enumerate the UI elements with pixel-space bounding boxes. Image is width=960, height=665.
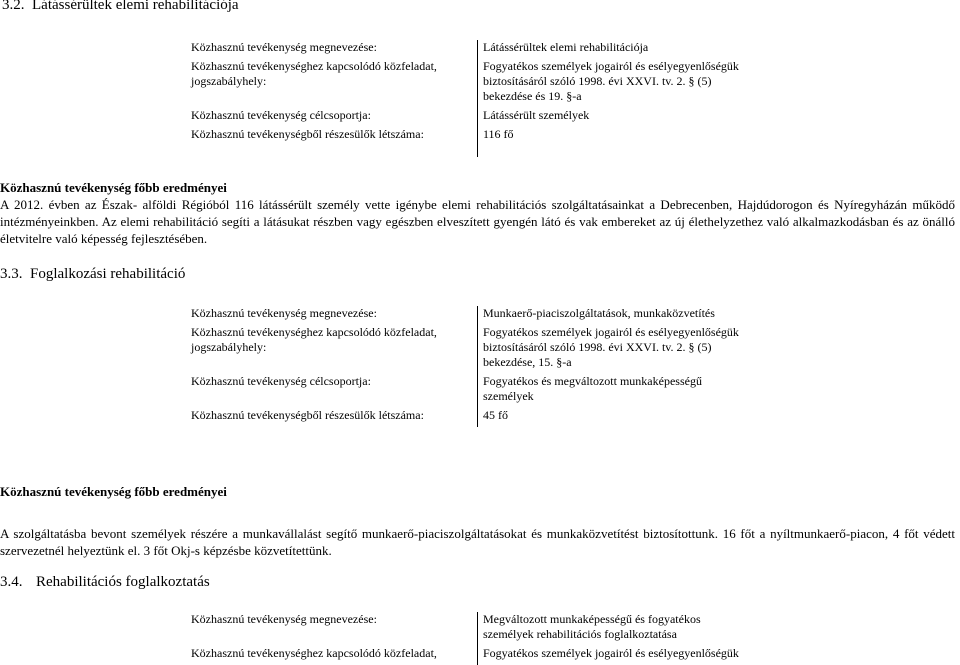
section-title: Látássérültek elemi rehabilitációja [32,0,239,13]
activity-name-label: Közhasznú tevékenység megnevezése: [191,40,377,54]
results-text-3-3: A szolgáltatásba bevont személyek részére a munkavállalást segítő munkaerő-piaciszolgáltatásokat és munkaközvetítést biztosítottunk. 16 főt a nyíltmunkaerő-piacon, 4 főt védett szervezetnél helyeztünk el. 3 főt Okj-s képzésbe közvetítettünk. [0,526,955,558]
section-number: 3.2. [2,0,25,13]
public-task-value: Fogyatékos személyek jogairól és esélyegyenlőségük biztosításáról szóló 1998. évi XXVI. tv. 2. § (5) bekezdése, 15. §-a [478,325,744,374]
public-task-value: Fogyatékos személyek jogairól és esélyegyenlőségük biztosításáról szóló 1998. évi XXVI. tv. 2. § (5) bekezdése és 19. §-a [478,59,744,108]
activity-table-3-2 [191,40,743,157]
target-group-value: Fogyatékos és megváltozott munkaképességű személyek [478,374,744,408]
public-task-label: Közhasznú tevékenységhez kapcsolódó közfeladat, [191,646,437,660]
target-group-label: Közhasznú tevékenység célcsoportja: [191,374,371,388]
activity-name-label: Közhasznú tevékenység megnevezése: [191,612,377,626]
participant-count-value: 116 fő [478,127,744,157]
participant-count-label: Közhasznú tevékenységből részesülők létszáma: [191,408,424,422]
table-row [191,127,743,157]
results-text-3-2: A 2012. évben az Észak- alföldi Régióból 116 látássérült személy vette igénybe elemi rehabilitációs szolgáltatásainkat a Debrecenben, Hajdúdorogon és Nyíregyházán működő intézményeinkben. Az elemi rehabilitáció segíti a látásukat részben vagy egészben elveszített gyengén látó és vak embereket az új élethelyzethez való alkalmazkodásban és az önálló életvitelre való képesség fejlesztésében. [0,197,955,246]
table-row [191,59,743,108]
public-task-value: Fogyatékos személyek jogairól és esélyegyenlőségük [478,646,744,665]
target-group-label: Közhasznú tevékenység célcsoportja: [191,108,371,122]
table-row [191,374,743,408]
section-heading-3-2 [2,0,239,14]
table-row [191,408,743,427]
results-title-3-3: Közhasznú tevékenység főbb eredményei [0,484,227,499]
participant-count-value: 45 fő [478,408,744,427]
participant-count-label: Közhasznú tevékenységből részesülők létszáma: [191,127,424,141]
results-title-3-2: Közhasznú tevékenység főbb eredményei [0,180,227,195]
section-number: 3.4. [0,574,23,590]
table-row [191,646,743,665]
table-row [191,325,743,374]
activity-name-value: Megváltozott munkaképességű és fogyatékos személyek rehabilitációs foglalkoztatása [478,612,744,646]
activity-name-value: Munkaerő-piaciszolgáltatások, munkaközvetítés [478,306,744,325]
activity-name-value: Látássérültek elemi rehabilitációja [478,40,744,59]
target-group-value: Látássérült személyek [478,108,744,127]
table-row [191,306,743,325]
public-task-label: Közhasznú tevékenységhez kapcsolódó közfeladat, jogszabályhely: [191,325,437,354]
section-number: 3.3. [0,266,23,282]
table-row [191,40,743,59]
activity-name-label: Közhasznú tevékenység megnevezése: [191,306,377,320]
table-row [191,612,743,646]
activity-table-3-3 [191,306,743,427]
public-task-label: Közhasznú tevékenységhez kapcsolódó közfeladat, jogszabályhely: [191,59,437,88]
section-heading-3-3 [0,266,185,283]
section-heading-3-4 [0,574,210,591]
activity-table-3-4 [191,612,743,665]
section-title: Rehabilitációs foglalkoztatás [36,574,210,590]
section-title: Foglalkozási rehabilitáció [30,266,186,282]
table-row [191,108,743,127]
